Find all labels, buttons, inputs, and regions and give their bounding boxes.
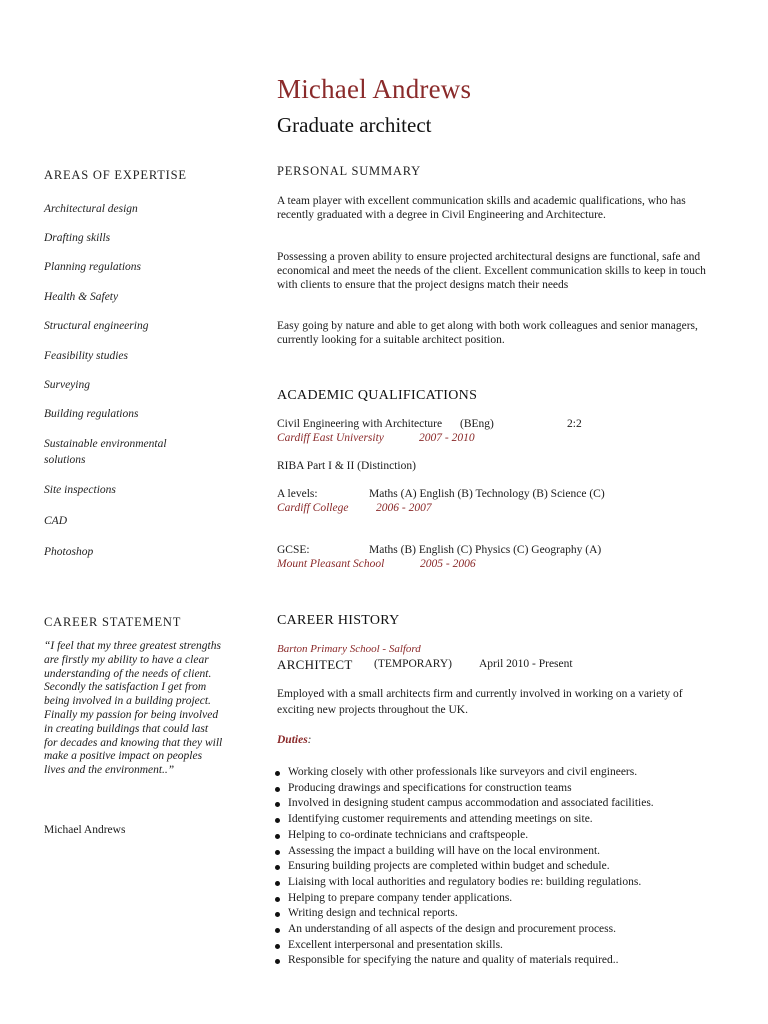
job-period: April 2010 - Present — [479, 658, 573, 670]
alevels-subjects: Maths (A) English (B) Technology (B) Science (C) — [369, 488, 605, 500]
bullet-icon — [275, 881, 280, 886]
duty-text: Helping to co-ordinate technicians and craftspeople. — [288, 828, 529, 841]
duties-colon: : — [307, 734, 312, 746]
duty-text: Excellent interpersonal and presentation skills. — [288, 938, 503, 951]
degree-course: Civil Engineering with Architecture — [277, 418, 443, 430]
job-description: Employed with a small architects firm and currently involved in working on a variety of exciting new projects throughout the UK. — [277, 688, 683, 716]
duty-text: An understanding of all aspects of the design and procurement process. — [288, 923, 616, 936]
gcse-institution: Mount Pleasant School — [277, 558, 385, 570]
duty-text: Helping to prepare company tender applications. — [288, 891, 513, 904]
duty-item — [273, 953, 733, 969]
degree-institution-line — [277, 432, 717, 448]
statement-signature: Michael Andrews — [44, 824, 126, 836]
duty-text: Identifying customer requirements and attending meetings on site. — [288, 813, 593, 826]
duty-text: Responsible for specifying the nature and quality of materials required.. — [288, 954, 619, 967]
duty-item — [273, 906, 733, 922]
gcse-subjects: Maths (B) English (C) Physics (C) Geography (A) — [369, 544, 602, 556]
statement-heading: CAREER STATEMENT — [44, 615, 182, 629]
alevels-institution-line — [277, 502, 717, 518]
duty-text: Liaising with local authorities and regulatory bodies re: building regulations. — [288, 875, 642, 888]
duty-item — [273, 844, 733, 860]
alevels-institution: Cardiff College — [277, 502, 349, 514]
degree-years: 2007 - 2010 — [419, 432, 475, 444]
summary-heading: PERSONAL SUMMARY — [277, 164, 421, 178]
job-line — [277, 657, 717, 675]
duty-item — [273, 859, 733, 875]
expertise-item: CAD — [44, 515, 67, 527]
bullet-icon — [275, 897, 280, 902]
duty-item — [273, 875, 733, 891]
bullet-icon — [275, 928, 280, 933]
duty-item — [273, 891, 733, 907]
expertise-item: Site inspections — [44, 484, 116, 496]
bullet-icon — [275, 944, 280, 949]
expertise-item: Structural engineering — [44, 320, 149, 332]
expertise-item: Architectural design — [44, 203, 138, 215]
expertise-item: Building regulations — [44, 408, 139, 420]
degree-grade: 2:2 — [567, 418, 582, 430]
history-heading: CAREER HISTORY — [277, 613, 400, 628]
bullet-icon — [275, 834, 280, 839]
job-type: (TEMPORARY) — [374, 658, 452, 670]
employer-name: Barton Primary School - Salford — [277, 643, 421, 655]
duty-item — [273, 922, 733, 938]
expertise-item: Drafting skills — [44, 232, 111, 244]
duty-item — [273, 828, 733, 844]
bullet-icon — [275, 850, 280, 855]
job-title: ARCHITECT — [277, 657, 353, 672]
expertise-heading: AREAS OF EXPERTISE — [44, 168, 187, 182]
degree-type: (BEng) — [460, 418, 494, 430]
summary-paragraph-2: Possessing a proven ability to ensure projected architectural designs are functional, safe and economical and meet the needs of the client. Excellent communication skills to keep in touch with clients to ensure that the project designs match their needs — [277, 251, 706, 291]
candidate-role: Graduate architect — [277, 113, 432, 137]
bullet-icon — [275, 959, 280, 964]
gcse-years: 2005 - 2006 — [420, 558, 476, 570]
duty-item — [273, 781, 733, 797]
duty-text: Ensuring building projects are completed within budget and schedule. — [288, 860, 610, 873]
alevels-years: 2006 - 2007 — [376, 502, 432, 514]
duty-text: Assessing the impact a building will have on the local environment. — [288, 844, 601, 857]
bullet-icon — [275, 771, 280, 776]
duties-heading — [277, 734, 717, 746]
riba-qualification: RIBA Part I & II (Distinction) — [277, 460, 416, 472]
academic-heading: ACADEMIC QUALIFICATIONS — [277, 388, 478, 403]
bullet-icon — [275, 818, 280, 823]
expertise-item: Surveying — [44, 379, 90, 391]
expertise-item: Planning regulations — [44, 261, 142, 273]
duty-text: Working closely with other professionals like surveyors and civil engineers. — [288, 766, 638, 778]
bullet-icon — [275, 787, 280, 792]
gcse-institution-line — [277, 558, 717, 574]
bullet-icon — [275, 865, 280, 870]
bullet-icon — [275, 912, 280, 917]
summary-paragraph-3: Easy going by nature and able to get along with both work colleagues and senior managers, currently looking for a suitable architect position. — [277, 320, 698, 346]
duty-item — [273, 796, 733, 812]
duty-text: Writing design and technical reports. — [288, 907, 458, 920]
alevels-label: A levels: — [277, 488, 318, 500]
expertise-item: Health & Safety — [44, 291, 119, 303]
duties-list — [273, 765, 733, 969]
duty-item — [273, 765, 733, 781]
duty-text: Involved in designing student campus accommodation and associated facilities. — [288, 797, 654, 810]
duty-item — [273, 812, 733, 828]
statement-quote: “I feel that my three greatest strengths are firstly my ability to have a clear understanding of the needs of client. Secondly the satisfaction I get from being involved in a building project. Finally my passion for being involved in creating buildings that could last for decades and knowing that they will make a positive impact on peoples lives and the environment..” — [44, 640, 223, 777]
duty-item — [273, 938, 733, 954]
duties-label: Duties — [277, 734, 308, 746]
expertise-item: Photoshop — [44, 546, 94, 558]
expertise-item: Sustainable environmental solutions — [44, 438, 167, 466]
gcse-label: GCSE: — [277, 544, 310, 556]
duty-text: Producing drawings and specifications for construction teams — [288, 781, 572, 794]
candidate-name: Michael Andrews — [277, 74, 472, 104]
expertise-item: Feasibility studies — [44, 350, 129, 362]
summary-paragraph-1: A team player with excellent communication skills and academic qualifications, who has recently graduated with a degree in Civil Engineering and Architecture. — [277, 195, 686, 221]
degree-institution: Cardiff East University — [277, 432, 384, 444]
bullet-icon — [275, 802, 280, 807]
